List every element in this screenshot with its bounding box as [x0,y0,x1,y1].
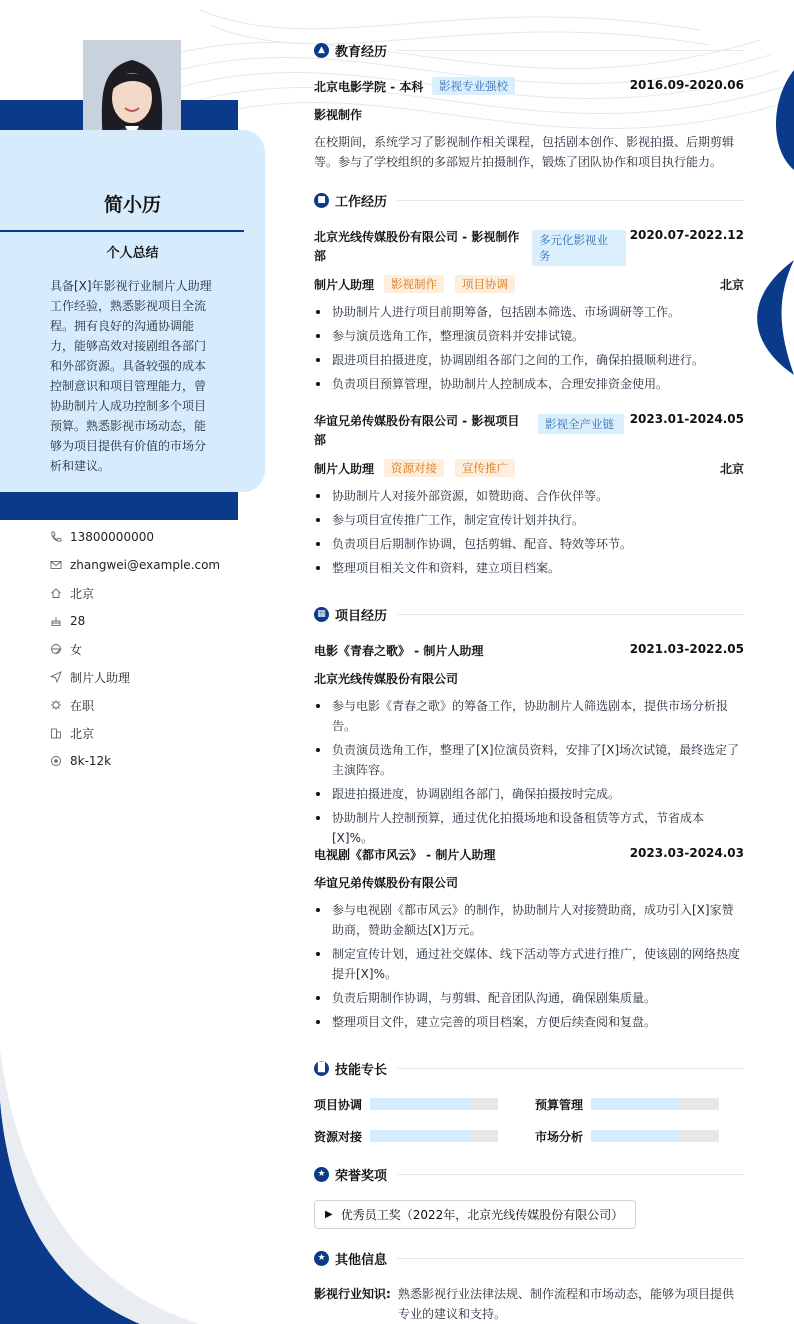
job-skill-tag: 影视制作 [384,275,444,293]
section-header [314,190,744,210]
list-item: 跟进拍摄进度，协调剧组各部门，确保拍摄按时完成。 [314,784,744,804]
project-bullets [314,696,744,848]
list-item: 制定宣传计划，通过社交媒体、线下活动等方式进行推广，使该剧的网络热度提升[X]%。 [314,944,744,984]
project-date: 2021.03-2022.05 [629,642,744,656]
list-item: 整理项目相关文件和资料，建立项目档案。 [314,558,744,578]
list-item: 协助制片人控制预算，通过优化拍摄场地和设备租赁等方式，节省成本[X]%。 [314,808,744,848]
contact-value: 北京 [70,726,95,741]
grid-icon: ▦ [314,607,329,622]
job-skill-tag: 宣传推广 [455,459,515,477]
job-skill-tag: 资源对接 [384,459,444,477]
section-title: 工作经历 [335,194,388,210]
education-date: 2016.09-2020.06 [629,78,744,92]
job-city: 北京 [719,278,744,292]
job-company: 华谊兄弟传媒股份有限公司 - 影视项目部 [314,414,520,447]
skill-bar [370,1130,498,1142]
projects-section [314,604,744,624]
skill-name: 市场分析 [535,1130,584,1144]
work-section [314,190,744,210]
contact-value: 女 [70,642,83,657]
award-text: 优秀员工奖（2022年，北京光线传媒股份有限公司） [340,1208,624,1222]
list-item: 参与电影《青春之歌》的筹备工作，协助制片人筛选剧本，提供市场分析报告。 [314,696,744,736]
contact-status [50,691,270,719]
project-bullets [314,900,744,1032]
section-divider [397,1258,744,1259]
home-icon [50,587,62,599]
list-item: 参与项目宣传推广工作，制定宣传计划并执行。 [314,510,744,530]
list-item: 协助制片人进行项目前期筹备，包括剧本筛选、市场调研等工作。 [314,302,744,322]
section-divider [397,200,744,201]
job-bullets [314,302,744,394]
section-title: 荣誉奖项 [335,1168,388,1184]
briefcase-icon: ■ [314,193,329,208]
project-company: 华谊兄弟传媒股份有限公司 [314,876,459,890]
job-company: 北京光线传媒股份有限公司 - 影视制作部 [314,230,520,263]
list-item: 负责项目后期制作协调，包括剪辑、配音、特效等环节。 [314,534,744,554]
contact-position [50,663,270,691]
section-header [314,1164,744,1184]
cake-icon [50,615,62,627]
skill-name: 预算管理 [535,1098,584,1112]
section-header [314,604,744,624]
skill-bar [591,1098,719,1110]
contact-value: zhangwei@example.com [70,558,221,572]
awards-section [314,1164,744,1184]
section-header [314,1058,744,1078]
section-divider [397,614,744,615]
contact-value: 制片人助理 [70,670,131,685]
skills-section [314,1058,744,1078]
award-icon: ★ [314,1167,329,1182]
contact-phone [50,523,270,551]
education-section [314,40,744,60]
list-item: 跟进项目拍摄进度，协调剧组各部门之间的工作，确保拍摄顺利进行。 [314,350,744,370]
project-company: 北京光线传媒股份有限公司 [314,672,459,686]
skill-name: 资源对接 [314,1130,363,1144]
contact-value: 北京 [70,586,95,601]
skill-name: 项目协调 [314,1098,363,1112]
project-name: 电视剧《都市风云》 - 制片人助理 [314,848,496,862]
job-role: 制片人助理 [314,462,375,476]
job-tag: 影视全产业链 [538,414,624,434]
contact-value: 8k-12k [70,754,112,768]
salary-icon [50,755,62,767]
contact-email [50,551,270,579]
building-icon [50,727,62,739]
skill-fill [370,1130,472,1142]
skill-fill [591,1098,681,1110]
school-name: 北京电影学院 - 本科 [314,80,424,94]
other-text: 熟悉影视行业法律法规、制作流程和市场动态，能够为项目提供专业的建议和支持。 [398,1287,735,1321]
sidebar [0,0,290,1324]
contact-city [50,719,270,747]
status-icon [50,699,62,711]
section-header [314,1248,744,1268]
contact-value: 28 [70,614,86,628]
info-icon: ★ [314,1251,329,1266]
section-divider [397,1068,744,1069]
education-desc: 在校期间，系统学习了影视制作相关课程，包括剧本创作、影视拍摄、后期剪辑等。参与了学校组织的多部短片拍摄制作，锻炼了团队协作和项目执行能力。 [314,135,735,169]
list-item: 负责演员选角工作，整理了[X]位演员资料，安排了[X]场次试镜，最终选定了主演阵容。 [314,740,744,780]
major-name: 影视制作 [314,108,363,122]
profile-name: 简小历 [103,194,161,216]
section-title: 技能专长 [335,1062,388,1078]
contact-age [50,607,270,635]
other-label: 影视行业知识: [314,1287,391,1301]
list-item: 负责项目预算管理，协助制片人控制成本，合理安排资金使用。 [314,374,744,394]
contact-list [50,523,270,775]
school-tag: 影视专业强校 [432,77,515,95]
list-item: 参与演员选角工作，整理演员资料并安排试镜。 [314,326,744,346]
contact-gender [50,635,270,663]
section-divider [397,50,744,51]
section-header [314,40,744,60]
award-item[interactable] [314,1200,636,1229]
job-date: 2023.01-2024.05 [629,412,744,426]
job-city: 北京 [719,462,744,476]
section-divider [397,1174,744,1175]
job-skill-tag: 项目协调 [455,275,515,293]
project-name: 电影《青春之歌》 - 制片人助理 [314,644,484,658]
other-section [314,1248,744,1268]
gender-icon [50,643,62,655]
job-tag: 多元化影视业务 [532,230,626,266]
contact-value: 13800000000 [70,530,154,544]
contact-salary [50,747,270,775]
skill-fill [591,1130,681,1142]
email-icon [50,559,62,571]
section-title: 教育经历 [335,44,388,60]
contact-value: 在职 [70,698,95,713]
summary-text: 具备[X]年影视行业制片人助理工作经验，熟悉影视项目全流程。拥有良好的沟通协调能力，能够高效对接剧组各部门和外部资源。具备较强的成本控制意识和项目管理能力，曾协助制片人成功控制多个项目预算。熟悉影视市场动态，能够为项目提供有价值的市场分析和建议。 [50,279,212,473]
skill-bar [370,1098,498,1110]
name-divider [0,230,244,232]
contact-home [50,579,270,607]
section-title: 项目经历 [335,608,388,624]
bar-chart-icon: █ [314,1061,329,1076]
job-date: 2020.07-2022.12 [629,228,744,242]
section-title: 其他信息 [335,1252,388,1268]
skill-fill [370,1098,472,1110]
skill-bar [591,1130,719,1142]
graduation-cap-icon: ▲ [314,43,329,58]
list-item: 参与电视剧《都市风云》的制作，协助制片人对接赞助商，成功引入[X]家赞助商，赞助金额达[X]万元。 [314,900,744,940]
job-role: 制片人助理 [314,278,375,292]
summary-title: 个人总结 [106,246,159,261]
phone-icon [50,531,62,543]
list-item: 负责后期制作协调，与剪辑、配音团队沟通，确保剧集质量。 [314,988,744,1008]
job-bullets [314,486,744,578]
list-item: 整理项目文件，建立完善的项目档案，方便后续查阅和复盘。 [314,1012,744,1032]
send-icon [50,671,62,683]
list-item: 协助制片人对接外部资源，如赞助商、合作伙伴等。 [314,486,744,506]
play-icon: ▶ [325,1209,333,1220]
project-date: 2023.03-2024.03 [629,846,744,860]
